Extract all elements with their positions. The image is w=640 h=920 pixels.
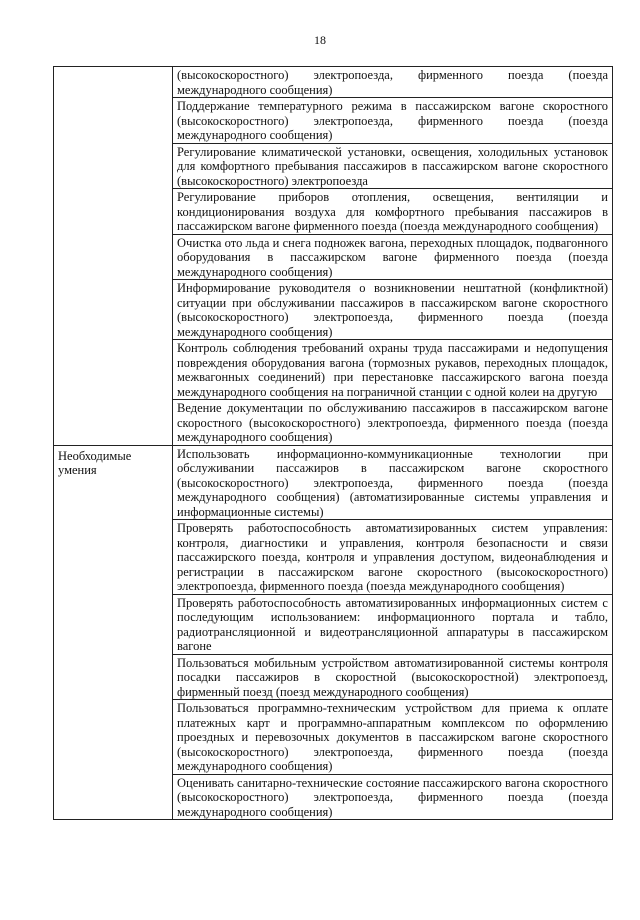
table-row [54, 445, 613, 520]
table-row [54, 67, 613, 98]
requirement-text: Контроль соблюдения требований охраны труда пассажирами и недопущения повреждения оборудования вагона (тормозных рукавов, переходных площадок, межвагонных соединений) при перестановке пассажирского вагона поезда международного сообщения на пограничной станции с одной колеи на другую [177, 341, 608, 399]
content-cell [173, 520, 613, 595]
requirement-text: Пользоваться мобильным устройством автоматизированной системы контроля посадки пассажиров в скоростной (высокоскоростной) электропоезд, фирменный поезд (поезд международного сообщения) [177, 655, 608, 699]
content-cell [173, 594, 613, 654]
content-cell [173, 400, 613, 446]
requirement-text: Использовать информационно-коммуникационные технологии при обслуживании пассажиров в пассажирском вагоне скоростного (высокоскоростного) электропоезда, фирменного поезда (поезда международного сообщения) (автоматизированные системы управления и информационные системы) [177, 446, 608, 519]
page-number: 18 [314, 33, 326, 47]
content-cell [173, 445, 613, 520]
requirement-text: Оценивать санитарно-технические состояние пассажирского вагона скоростного (высокоскоростного) электропоезда, фирменного поезда (поезда международного сообщения) [177, 775, 608, 819]
section-label [58, 68, 168, 70]
content-cell [173, 700, 613, 775]
requirement-text: Регулирование приборов отопления, освещения, вентиляции и кондиционирования воздуха для комфортного пребывания пассажиров в пассажирском вагоне фирменного поезда (поезда международного сообщения) [177, 190, 608, 233]
requirement-text: Ведение документации по обслуживанию пассажиров в пассажирском вагоне скоростного (высокоскоростного) электропоезда, фирменного поезда (поезда международного сообщения) [177, 401, 608, 444]
required-skills-label-cell [54, 445, 173, 820]
requirement-text: Информирование руководителя о возникновении нештатной (конфликтной) ситуации при обслуживании пассажиров в пассажирском вагоне скоростного (высокоскоростного) электропоезда, фирменного поезда (поезда международного сообщения) [177, 281, 608, 339]
content-cell [173, 340, 613, 400]
requirements-table [53, 66, 613, 820]
content-cell [173, 98, 613, 144]
content-cell [173, 774, 613, 820]
content-cell [173, 234, 613, 280]
requirement-text: Регулирование климатической установки, освещения, холодильных установок для комфортного пребывания пассажиров в пассажирском вагоне скоростного (высокоскоростного) электропоезда [177, 144, 608, 188]
content-cell [173, 654, 613, 700]
requirement-text: Очистка ото льда и снега подножек вагона, переходных площадок, подвагонного оборудования в пассажирском вагоне фирменного поезда (поезда международного сообщения) [177, 235, 608, 279]
requirement-text: Пользоваться программно-техническим устройством для приема к оплате платежных карт и программно-аппаратным комплексом по оформлению проездных и перевозочных документов в пассажирском вагоне скоростного (высокоскоростного) электропоезда, фирменного поезда (поезда международного сообщения) [177, 701, 608, 773]
requirement-text: Проверять работоспособность автоматизированных информационных систем с последующим использованием: информационного портала и табло, радиотрансляционной и видеотрансляционной аппаратуры в пассажирском вагоне [177, 595, 608, 653]
requirement-text: Поддержание температурного режима в пассажирском вагоне скоростного (высокоскоростного) электропоезда, фирменного поезда (поезда международного сообщения) [177, 99, 608, 142]
requirement-text: (высокоскоростного) электропоезда, фирменного поезда (поезда международного сообщения) [177, 68, 608, 97]
content-cell [173, 189, 613, 235]
requirement-text: Проверять работоспособность автоматизированных систем управления: контроля, диагностики и управления, контроля безопасности и связи пассажирского поезда, контроля и управления доступом, видеонаблюдения и регистрации в пассажирском вагоне скоростного (высокоскоростного) электропоезда, фирменного поезда (поезда международного сообщения) [177, 521, 608, 593]
section-label: Необходимые умения [58, 448, 132, 477]
content-cell [173, 67, 613, 98]
section-label-cell [54, 67, 173, 446]
content-cell [173, 280, 613, 340]
content-cell [173, 143, 613, 189]
